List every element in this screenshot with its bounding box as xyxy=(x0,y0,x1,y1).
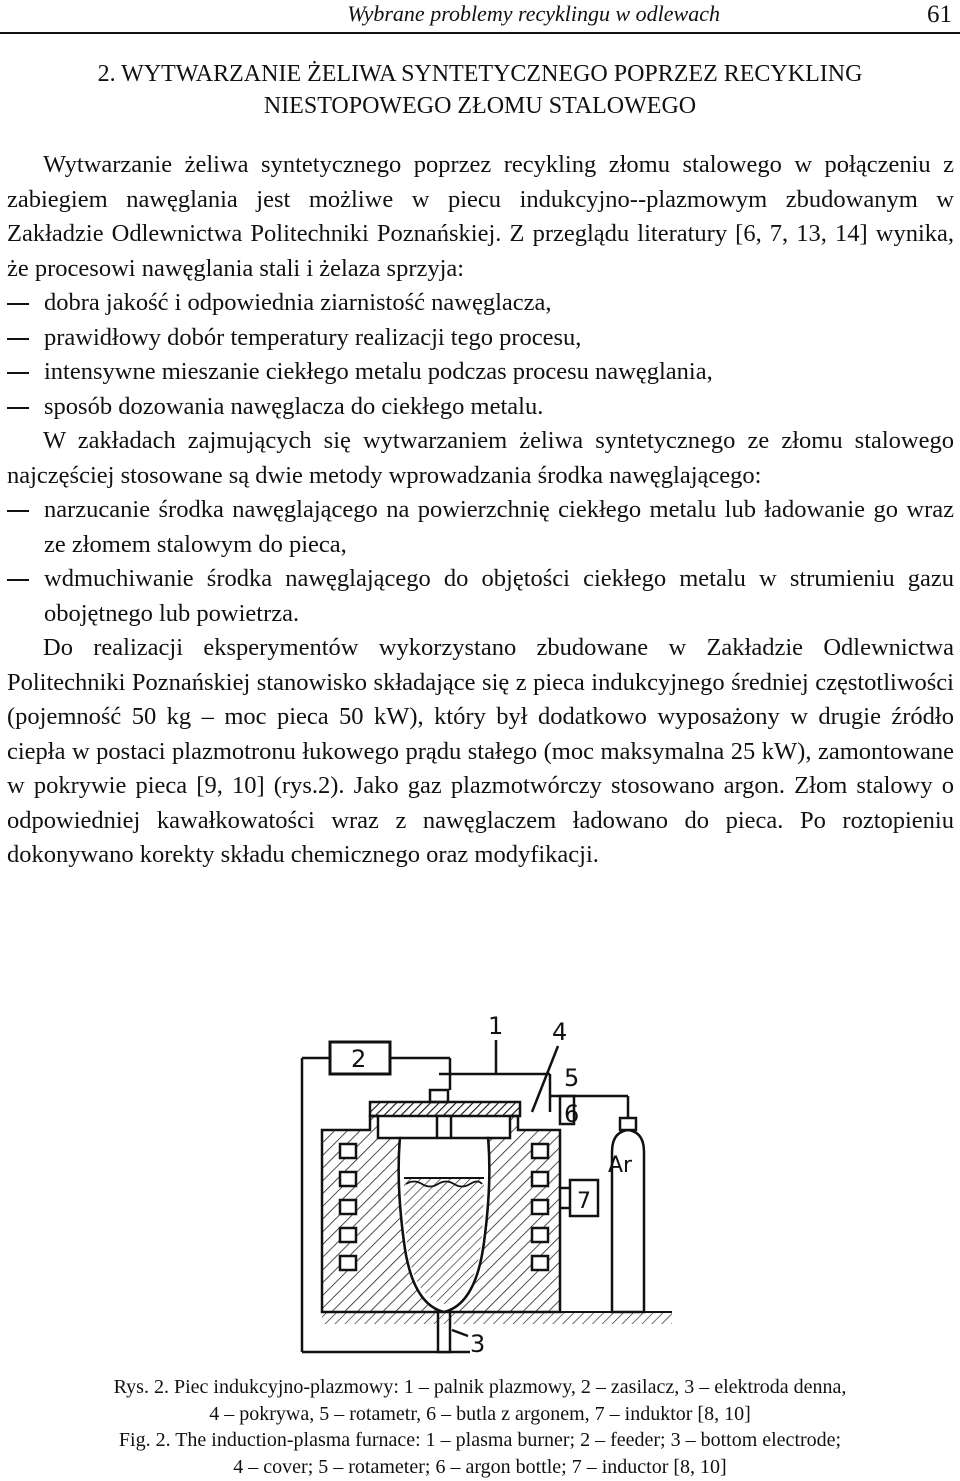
label-3: 3 xyxy=(470,1330,486,1358)
caption-pl-line2: 4 – pokrywa, 5 – rotametr, 6 – butla z argonem, 7 – induktor [8, 10] xyxy=(209,1402,751,1425)
running-header xyxy=(0,0,960,34)
caption-en-line1: Fig. 2. The induction-plasma furnace: 1 – plasma burner; 2 – feeder; 3 – bottom electrode; xyxy=(118,1429,842,1451)
section-title xyxy=(0,58,960,122)
paragraph-2: W zakładach zajmujących się wytwarzaniem żeliwa syntetycznego ze złomu stalowego najczęściej stosowane są dwie metody wprowadzania środka nawęglającego: xyxy=(7,427,954,489)
furnace-cover xyxy=(370,1102,520,1116)
label-4: 4 xyxy=(552,1018,568,1046)
header-rule xyxy=(0,32,960,34)
label-7: 7 xyxy=(577,1189,591,1214)
furnace-diagram xyxy=(300,1012,672,1370)
label-2: 2 xyxy=(351,1045,367,1073)
figure-caption xyxy=(0,1374,960,1480)
label-1: 1 xyxy=(488,1012,504,1040)
list1-item: prawidłowy dobór temperatury realizacji tego procesu, xyxy=(7,321,954,356)
caption-en-line2: 4 – cover; 5 – rotameter; 6 – argon bottle; 7 – inductor [8, 10] xyxy=(233,1455,727,1478)
section-title-line2: NIESTOPOWEGO ZŁOMU STALOWEGO xyxy=(263,93,697,119)
section-title-line1: 2. WYTWARZANIE ŻELIWA SYNTETYCZNEGO POPRZEZ RECYKLING xyxy=(97,61,863,87)
running-title: Wybrane problemy recyklingu w odlewach xyxy=(347,1,720,26)
burner-holder xyxy=(430,1090,448,1102)
list1-item: dobra jakość i odpowiednia ziarnistość nawęglacza, xyxy=(7,286,954,321)
furnace-figure xyxy=(300,1012,672,1370)
label-ar: Ar xyxy=(608,1153,633,1178)
body-text xyxy=(7,148,954,873)
paragraph-3: Do realizacji eksperymentów wykorzystano zbudowane w Zakładzie Odlewnictwa Politechniki Poznańskiej stanowisko składające się z pieca indukcyjnego średniej częstotliwości (pojemność 50 kg – moc pieca 50 kW), który był dodatkowo wyposażony w drugie źródło ciepła w postaci plazmotronu łukowego prądu stałego (moc maksymalna 25 kW), zamontowane w pokrywie pieca [9, 10] (rys.2). Jako gaz plazmotwórczy stosowano argon. Złom stalowy o odpowiedniej kawałkowatości wraz z nawęglaczem ładowano do pieca. Po roztopieniu dokonywano korekty składu chemicznego oraz modyfikacji. xyxy=(7,634,954,868)
label-6: 6 xyxy=(564,1100,580,1128)
floor xyxy=(322,1312,672,1324)
page-number: 61 xyxy=(927,1,952,28)
list1-item: intensywne mieszanie ciekłego metalu podczas procesu nawęglania, xyxy=(7,355,954,390)
caption-pl-line1: Rys. 2. Piec indukcyjno-plazmowy: 1 – palnik plazmowy, 2 – zasilacz, 3 – elektroda denna, xyxy=(113,1376,847,1398)
list2-item: wdmuchiwanie środka nawęglającego do objętości ciekłego metalu w strumieniu gazu obojętnego lub powietrza. xyxy=(7,562,954,631)
label-5: 5 xyxy=(564,1064,580,1092)
list1-item: sposób dozowania nawęglacza do ciekłego metalu. xyxy=(7,390,954,425)
paragraph-1: Wytwarzanie żeliwa syntetycznego poprzez recykling złomu stalowego w połączeniu z zabiegiem nawęglania jest możliwe w piecu indukcyjno--plazmowym zbudowanym w Zakładzie Odlewnictwa Politechniki Poznańskiej. Z przeglądu literatury [6, 7, 13, 14] wynika, że procesowi nawęglania stali i żelaza sprzyja: xyxy=(7,151,954,282)
list2-item: narzucanie środka nawęglającego na powierzchnię ciekłego metalu lub ładowanie go wraz ze złomem stalowym do pieca, xyxy=(7,493,954,562)
